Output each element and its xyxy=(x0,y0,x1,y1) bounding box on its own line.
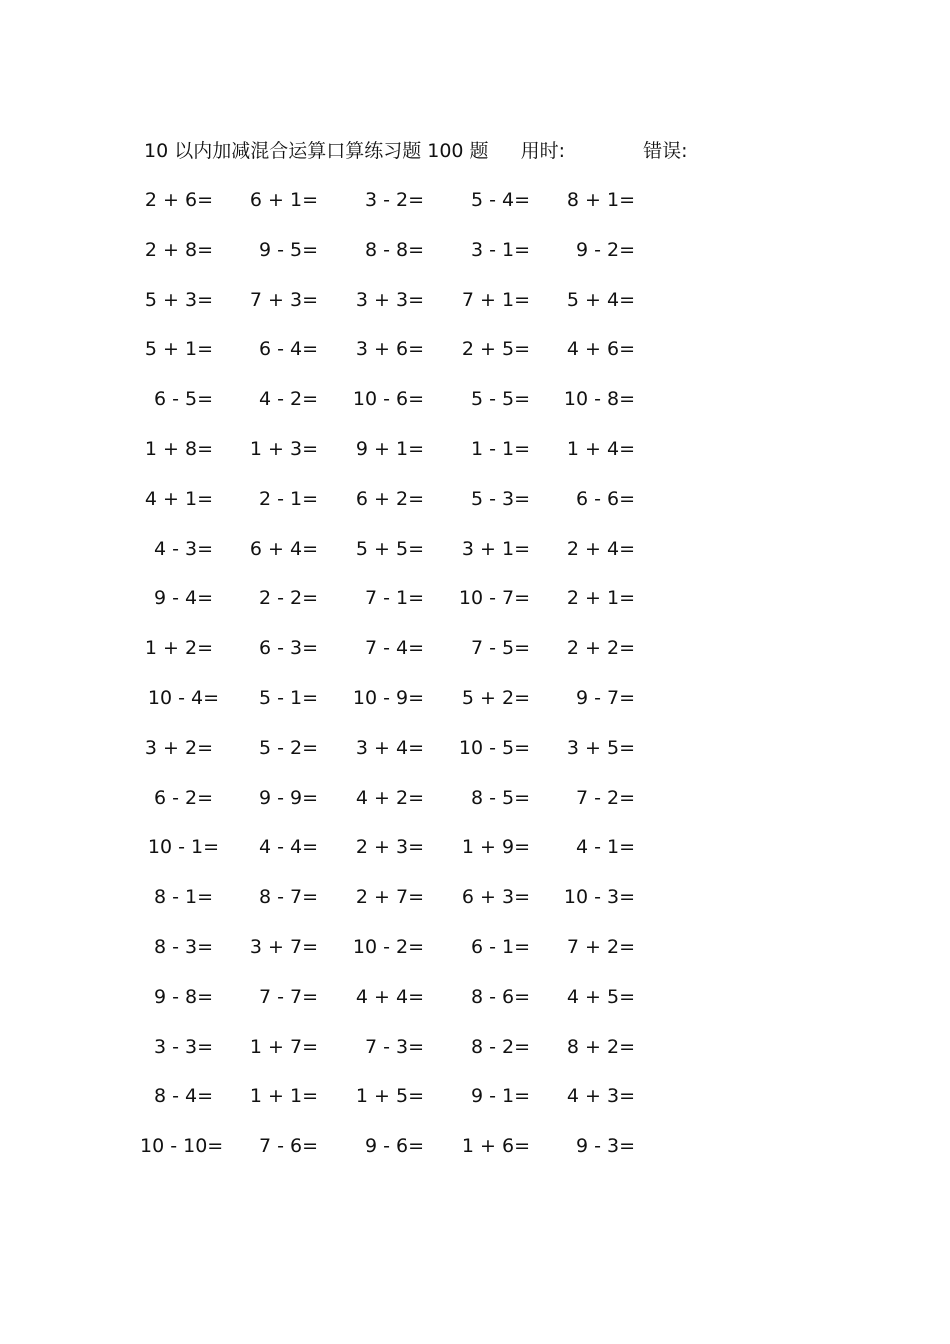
arithmetic-problem: 4 + 5= xyxy=(566,985,635,1008)
arithmetic-problem: 6 + 3= xyxy=(461,886,530,909)
arithmetic-problem: 3 + 4= xyxy=(355,736,424,759)
arithmetic-problem: 3 + 5= xyxy=(566,736,635,759)
arithmetic-problem: 6 + 1= xyxy=(249,189,318,211)
problem-row xyxy=(0,634,950,684)
arithmetic-problem: 4 + 4= xyxy=(355,985,424,1008)
arithmetic-problem: 8 - 3= xyxy=(153,935,213,958)
arithmetic-problem: 5 + 1= xyxy=(144,338,213,361)
arithmetic-problem: 1 - 1= xyxy=(470,437,530,460)
arithmetic-problem: 9 - 3= xyxy=(575,1135,635,1158)
problem-row xyxy=(0,435,950,485)
arithmetic-problem: 6 - 1= xyxy=(470,935,530,958)
arithmetic-problem: 10 - 5= xyxy=(458,736,530,759)
arithmetic-problem: 10 - 9= xyxy=(352,686,424,709)
arithmetic-problem: 5 - 5= xyxy=(470,388,530,411)
arithmetic-problem: 8 - 8= xyxy=(364,238,424,261)
arithmetic-problem: 6 - 3= xyxy=(258,637,318,660)
arithmetic-problem: 9 - 7= xyxy=(575,686,635,709)
problem-row xyxy=(0,1082,950,1132)
arithmetic-problem: 9 - 2= xyxy=(575,238,635,261)
arithmetic-problem: 1 + 1= xyxy=(249,1085,318,1108)
arithmetic-problem: 2 - 2= xyxy=(258,587,318,610)
arithmetic-problem: 10 - 10= xyxy=(140,1135,224,1158)
arithmetic-problem: 3 + 2= xyxy=(144,736,213,759)
arithmetic-problem: 9 - 1= xyxy=(470,1085,530,1108)
problem-row xyxy=(0,584,950,634)
arithmetic-problem: 8 - 5= xyxy=(470,786,530,809)
worksheet-header xyxy=(144,137,687,165)
arithmetic-problem: 3 - 2= xyxy=(364,189,424,211)
arithmetic-problem: 4 - 1= xyxy=(575,836,635,859)
arithmetic-problem: 7 - 5= xyxy=(470,637,530,660)
arithmetic-problem: 1 + 4= xyxy=(566,437,635,460)
arithmetic-problem: 3 + 6= xyxy=(355,338,424,361)
arithmetic-problem: 10 - 6= xyxy=(352,388,424,411)
arithmetic-problem: 2 + 5= xyxy=(461,338,530,361)
worksheet-title: 10 以内加减混合运算口算练习题 100 题 xyxy=(144,140,489,162)
time-used-label: 用时: xyxy=(520,140,566,162)
arithmetic-problem: 5 + 4= xyxy=(566,288,635,311)
problem-row xyxy=(0,833,950,883)
arithmetic-problem: 5 - 1= xyxy=(258,686,318,709)
arithmetic-problem: 3 + 7= xyxy=(249,935,318,958)
arithmetic-problem: 6 - 2= xyxy=(153,786,213,809)
arithmetic-problem: 3 - 1= xyxy=(470,238,530,261)
arithmetic-problem: 4 - 2= xyxy=(258,388,318,411)
arithmetic-problem: 1 + 9= xyxy=(461,836,530,859)
arithmetic-problem: 2 + 3= xyxy=(355,836,424,859)
arithmetic-problem: 4 - 3= xyxy=(153,537,213,560)
arithmetic-problem: 4 - 4= xyxy=(258,836,318,859)
arithmetic-problem: 10 - 7= xyxy=(458,587,530,610)
arithmetic-problem: 4 + 6= xyxy=(566,338,635,361)
arithmetic-problem: 7 - 4= xyxy=(364,637,424,660)
arithmetic-problem: 4 + 2= xyxy=(355,786,424,809)
arithmetic-problem: 4 + 3= xyxy=(566,1085,635,1108)
arithmetic-problem: 5 - 2= xyxy=(258,736,318,759)
arithmetic-problem: 3 + 1= xyxy=(461,537,530,560)
problem-row xyxy=(0,684,950,734)
arithmetic-problem: 2 + 7= xyxy=(355,886,424,909)
arithmetic-problem: 7 - 7= xyxy=(258,985,318,1008)
arithmetic-problem: 10 - 2= xyxy=(352,935,424,958)
arithmetic-problem: 1 + 8= xyxy=(144,437,213,460)
arithmetic-problem: 9 - 8= xyxy=(153,985,213,1008)
arithmetic-problem: 10 - 1= xyxy=(147,836,219,859)
arithmetic-problem: 10 - 8= xyxy=(563,388,635,411)
arithmetic-problem: 8 + 2= xyxy=(566,1035,635,1058)
errors-label: 错误: xyxy=(643,140,688,162)
problem-row xyxy=(0,236,950,286)
arithmetic-problem: 7 + 3= xyxy=(249,288,318,311)
arithmetic-problem: 2 + 2= xyxy=(566,637,635,660)
problem-row xyxy=(0,1132,950,1182)
arithmetic-problem: 3 - 3= xyxy=(153,1035,213,1058)
arithmetic-problem: 6 + 2= xyxy=(355,487,424,510)
arithmetic-problem: 8 - 7= xyxy=(258,886,318,909)
arithmetic-problem: 8 + 1= xyxy=(566,189,635,211)
arithmetic-problem: 1 + 3= xyxy=(249,437,318,460)
problem-row xyxy=(0,186,950,236)
arithmetic-problem: 5 - 4= xyxy=(470,189,530,211)
problem-row xyxy=(0,286,950,336)
arithmetic-problem: 2 + 8= xyxy=(144,238,213,261)
arithmetic-problem: 6 - 4= xyxy=(258,338,318,361)
arithmetic-problem: 8 - 4= xyxy=(153,1085,213,1108)
problem-row xyxy=(0,385,950,435)
arithmetic-problem: 1 + 2= xyxy=(144,637,213,660)
arithmetic-problem: 2 + 1= xyxy=(566,587,635,610)
arithmetic-problem: 7 + 2= xyxy=(566,935,635,958)
arithmetic-problem: 7 - 1= xyxy=(364,587,424,610)
problem-row xyxy=(0,1033,950,1083)
arithmetic-problem: 5 + 2= xyxy=(461,686,530,709)
arithmetic-problem: 8 - 6= xyxy=(470,985,530,1008)
arithmetic-problem: 5 + 3= xyxy=(144,288,213,311)
problem-row xyxy=(0,734,950,784)
arithmetic-problem: 6 - 6= xyxy=(575,487,635,510)
arithmetic-problem: 5 - 3= xyxy=(470,487,530,510)
arithmetic-problem: 4 + 1= xyxy=(144,487,213,510)
arithmetic-problem: 1 + 6= xyxy=(461,1135,530,1158)
problem-row xyxy=(0,983,950,1033)
arithmetic-problem: 6 - 5= xyxy=(153,388,213,411)
arithmetic-problem: 10 - 4= xyxy=(147,686,219,709)
arithmetic-problem: 2 + 4= xyxy=(566,537,635,560)
arithmetic-problem: 6 + 4= xyxy=(249,537,318,560)
arithmetic-problem: 9 - 6= xyxy=(364,1135,424,1158)
arithmetic-problem: 7 - 2= xyxy=(575,786,635,809)
arithmetic-problem: 7 - 6= xyxy=(258,1135,318,1158)
arithmetic-problem: 8 - 1= xyxy=(153,886,213,909)
problem-row xyxy=(0,883,950,933)
problem-row xyxy=(0,933,950,983)
arithmetic-problem: 1 + 7= xyxy=(249,1035,318,1058)
arithmetic-problem: 7 - 3= xyxy=(364,1035,424,1058)
arithmetic-problem: 9 - 9= xyxy=(258,786,318,809)
problem-grid xyxy=(0,186,950,1182)
arithmetic-problem: 9 + 1= xyxy=(355,437,424,460)
arithmetic-problem: 10 - 3= xyxy=(563,886,635,909)
problem-row xyxy=(0,535,950,585)
arithmetic-problem: 8 - 2= xyxy=(470,1035,530,1058)
arithmetic-problem: 9 - 5= xyxy=(258,238,318,261)
arithmetic-problem: 2 - 1= xyxy=(258,487,318,510)
arithmetic-problem: 1 + 5= xyxy=(355,1085,424,1108)
arithmetic-problem: 2 + 6= xyxy=(144,189,213,211)
arithmetic-problem: 7 + 1= xyxy=(461,288,530,311)
problem-row xyxy=(0,335,950,385)
arithmetic-problem: 5 + 5= xyxy=(355,537,424,560)
problem-row xyxy=(0,784,950,834)
arithmetic-problem: 3 + 3= xyxy=(355,288,424,311)
arithmetic-problem: 9 - 4= xyxy=(153,587,213,610)
problem-row xyxy=(0,485,950,535)
